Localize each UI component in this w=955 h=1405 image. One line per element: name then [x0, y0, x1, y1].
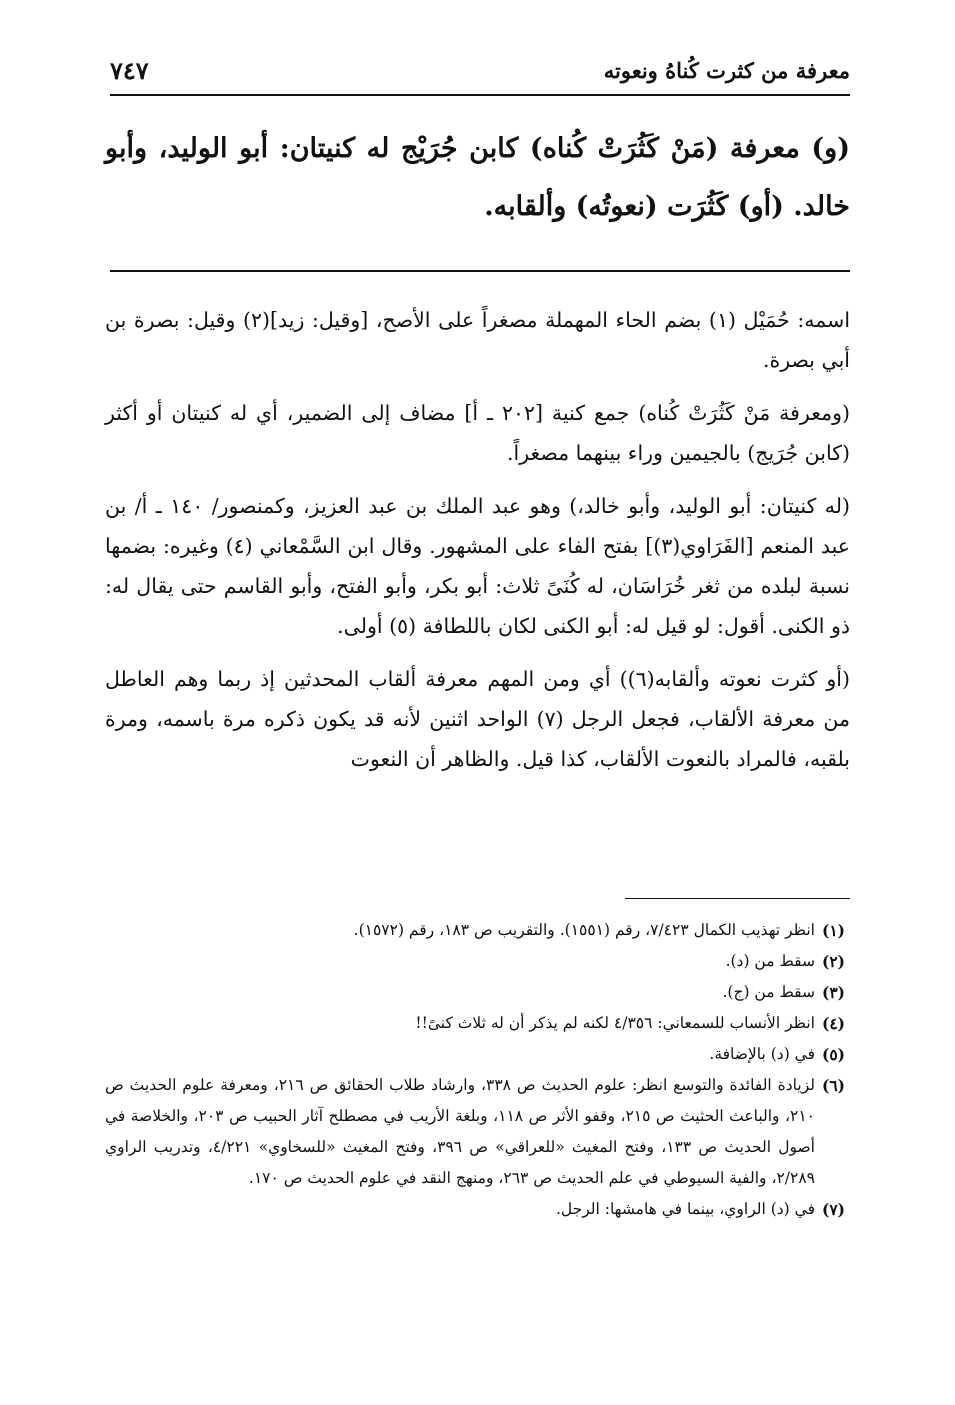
footnote-7	[105, 1194, 845, 1225]
footnote-6	[105, 1070, 845, 1194]
footnote-text: لزيادة الفائدة والتوسع انظر: علوم الحديث ص ٣٣٨، وارشاد طلاب الحقائق ص ٢١٦، ومعرفة علوم الحديث ص ٢١٠، والباعث الحثيث ص ٢١٥، وقفو الأثر ص ١١٨، وبلغة الأريب في مصطلح آثار الحبيب ص ٢٠٣، والخلاصة في أصول الحديث ص ١٣٣، وفتح المغيث «للعراقي» ص ٣٩٦، وفتح المغيث «للسخاوي» ٤/٢٢١، وتدريب الراوي ٢/٢٨٩، والفية السيوطي في علم الحديث ص ٢٦٣، ومنهج النقد في علوم الحديث ص ١٧٠.	[105, 1076, 815, 1187]
commentary-paragraph-4: (أو كثرت نعوته وألقابه(٦)) أي ومن المهم معرفة ألقاب المحدثين إذ ربما وهم العاطل من معرفة الألقاب، فجعل الرجل (٧) الواحد اثنين لأنه قد يكون ذكره مرة باسمه، ومرة بلقبه، فالمراد بالنعوت الألقاب، كذا قيل. والظاهر أن النعوت	[105, 667, 851, 771]
matn-paragraph: (و) معرفة (مَنْ كَثُرَتْ كُناه) كابن جُرَيْج له كنيتان: أبو الوليد، وأبو خالد. (أو) كَثُرَت (نعوتُه) وألقابه.	[105, 133, 850, 222]
footnote-number: (٢)	[821, 952, 845, 971]
footnote-2	[105, 946, 845, 977]
footnote-5	[105, 1039, 845, 1070]
footnote-number: (٧)	[821, 1200, 845, 1219]
footnote-text: سقط من (د).	[725, 952, 815, 970]
footnote-text: انظر الأنساب للسمعاني: ٤/٣٥٦ لكنه لم يذكر أن له ثلاث كنىً!!	[415, 1014, 815, 1032]
footnote-number: (٥)	[821, 1045, 845, 1064]
footnote-text: في (د) الراوي، بينما في هامشها: الرجل.	[555, 1200, 815, 1218]
footnote-text: في (د) بالإضافة.	[709, 1045, 815, 1063]
footnote-number: (١)	[821, 921, 845, 940]
commentary-paragraph-3: (له كنيتان: أبو الوليد، وأبو خالد،) وهو عبد الملك بن عبد العزيز، وكمنصور/ ١٤٠ ـ أ/ بن عبد المنعم [الفَرَاوي(٣)] بفتح الفاء على المشهور. وقال ابن السَّمْعاني (٤) وغيره: بضمها نسبة لبلده من ثغر خُرَاسَان، له كُنَىً ثلاث: أبو بكر، وأبو الفتح، وأبو القاسم حتى يقال له: ذو الكنى. أقول: لو قيل له: أبو الكنى لكان باللطافة (٥) أولى.	[105, 494, 851, 638]
footnote-number: (٤)	[821, 1014, 845, 1033]
commentary-paragraph-2: (ومعرفة مَنْ كَثُرَتْ كُناه) جمع كنية [٢٠٢ ـ أ] مضاف إلى الضمير، أي له كنيتان أو أكثر (كابن جُرَيج) بالجيمين وراء بينهما مصغراً.	[105, 401, 850, 465]
footnote-number: (٣)	[821, 983, 845, 1002]
footnote-text: انظر تهذيب الكمال ٧/٤٢٣، رقم (١٥٥١). والتقريب ص ١٨٣، رقم (١٥٧٢).	[353, 921, 815, 939]
matn-text-block	[105, 120, 850, 236]
commentary-block	[105, 300, 850, 792]
footnote-text: سقط من (ج).	[722, 983, 815, 1001]
commentary-paragraph-1: اسمه: حُمَيْل (١) بضم الحاء المهملة مصغراً على الأصح، [وقيل: زيد](٢) وقيل: بصرة بن أبي بصرة.	[105, 308, 851, 372]
page-header	[110, 50, 850, 96]
running-title: معرفة من كثرت كُناهُ ونعوته	[603, 58, 850, 83]
footnotes-block	[105, 915, 845, 1225]
footnote-number: (٦)	[821, 1076, 845, 1095]
footnote-divider	[625, 898, 850, 899]
footnote-1	[105, 915, 845, 946]
matn-divider	[110, 270, 850, 272]
page-number: ٧٤٧	[110, 56, 149, 85]
footnote-3	[105, 977, 845, 1008]
footnote-4	[105, 1008, 845, 1039]
